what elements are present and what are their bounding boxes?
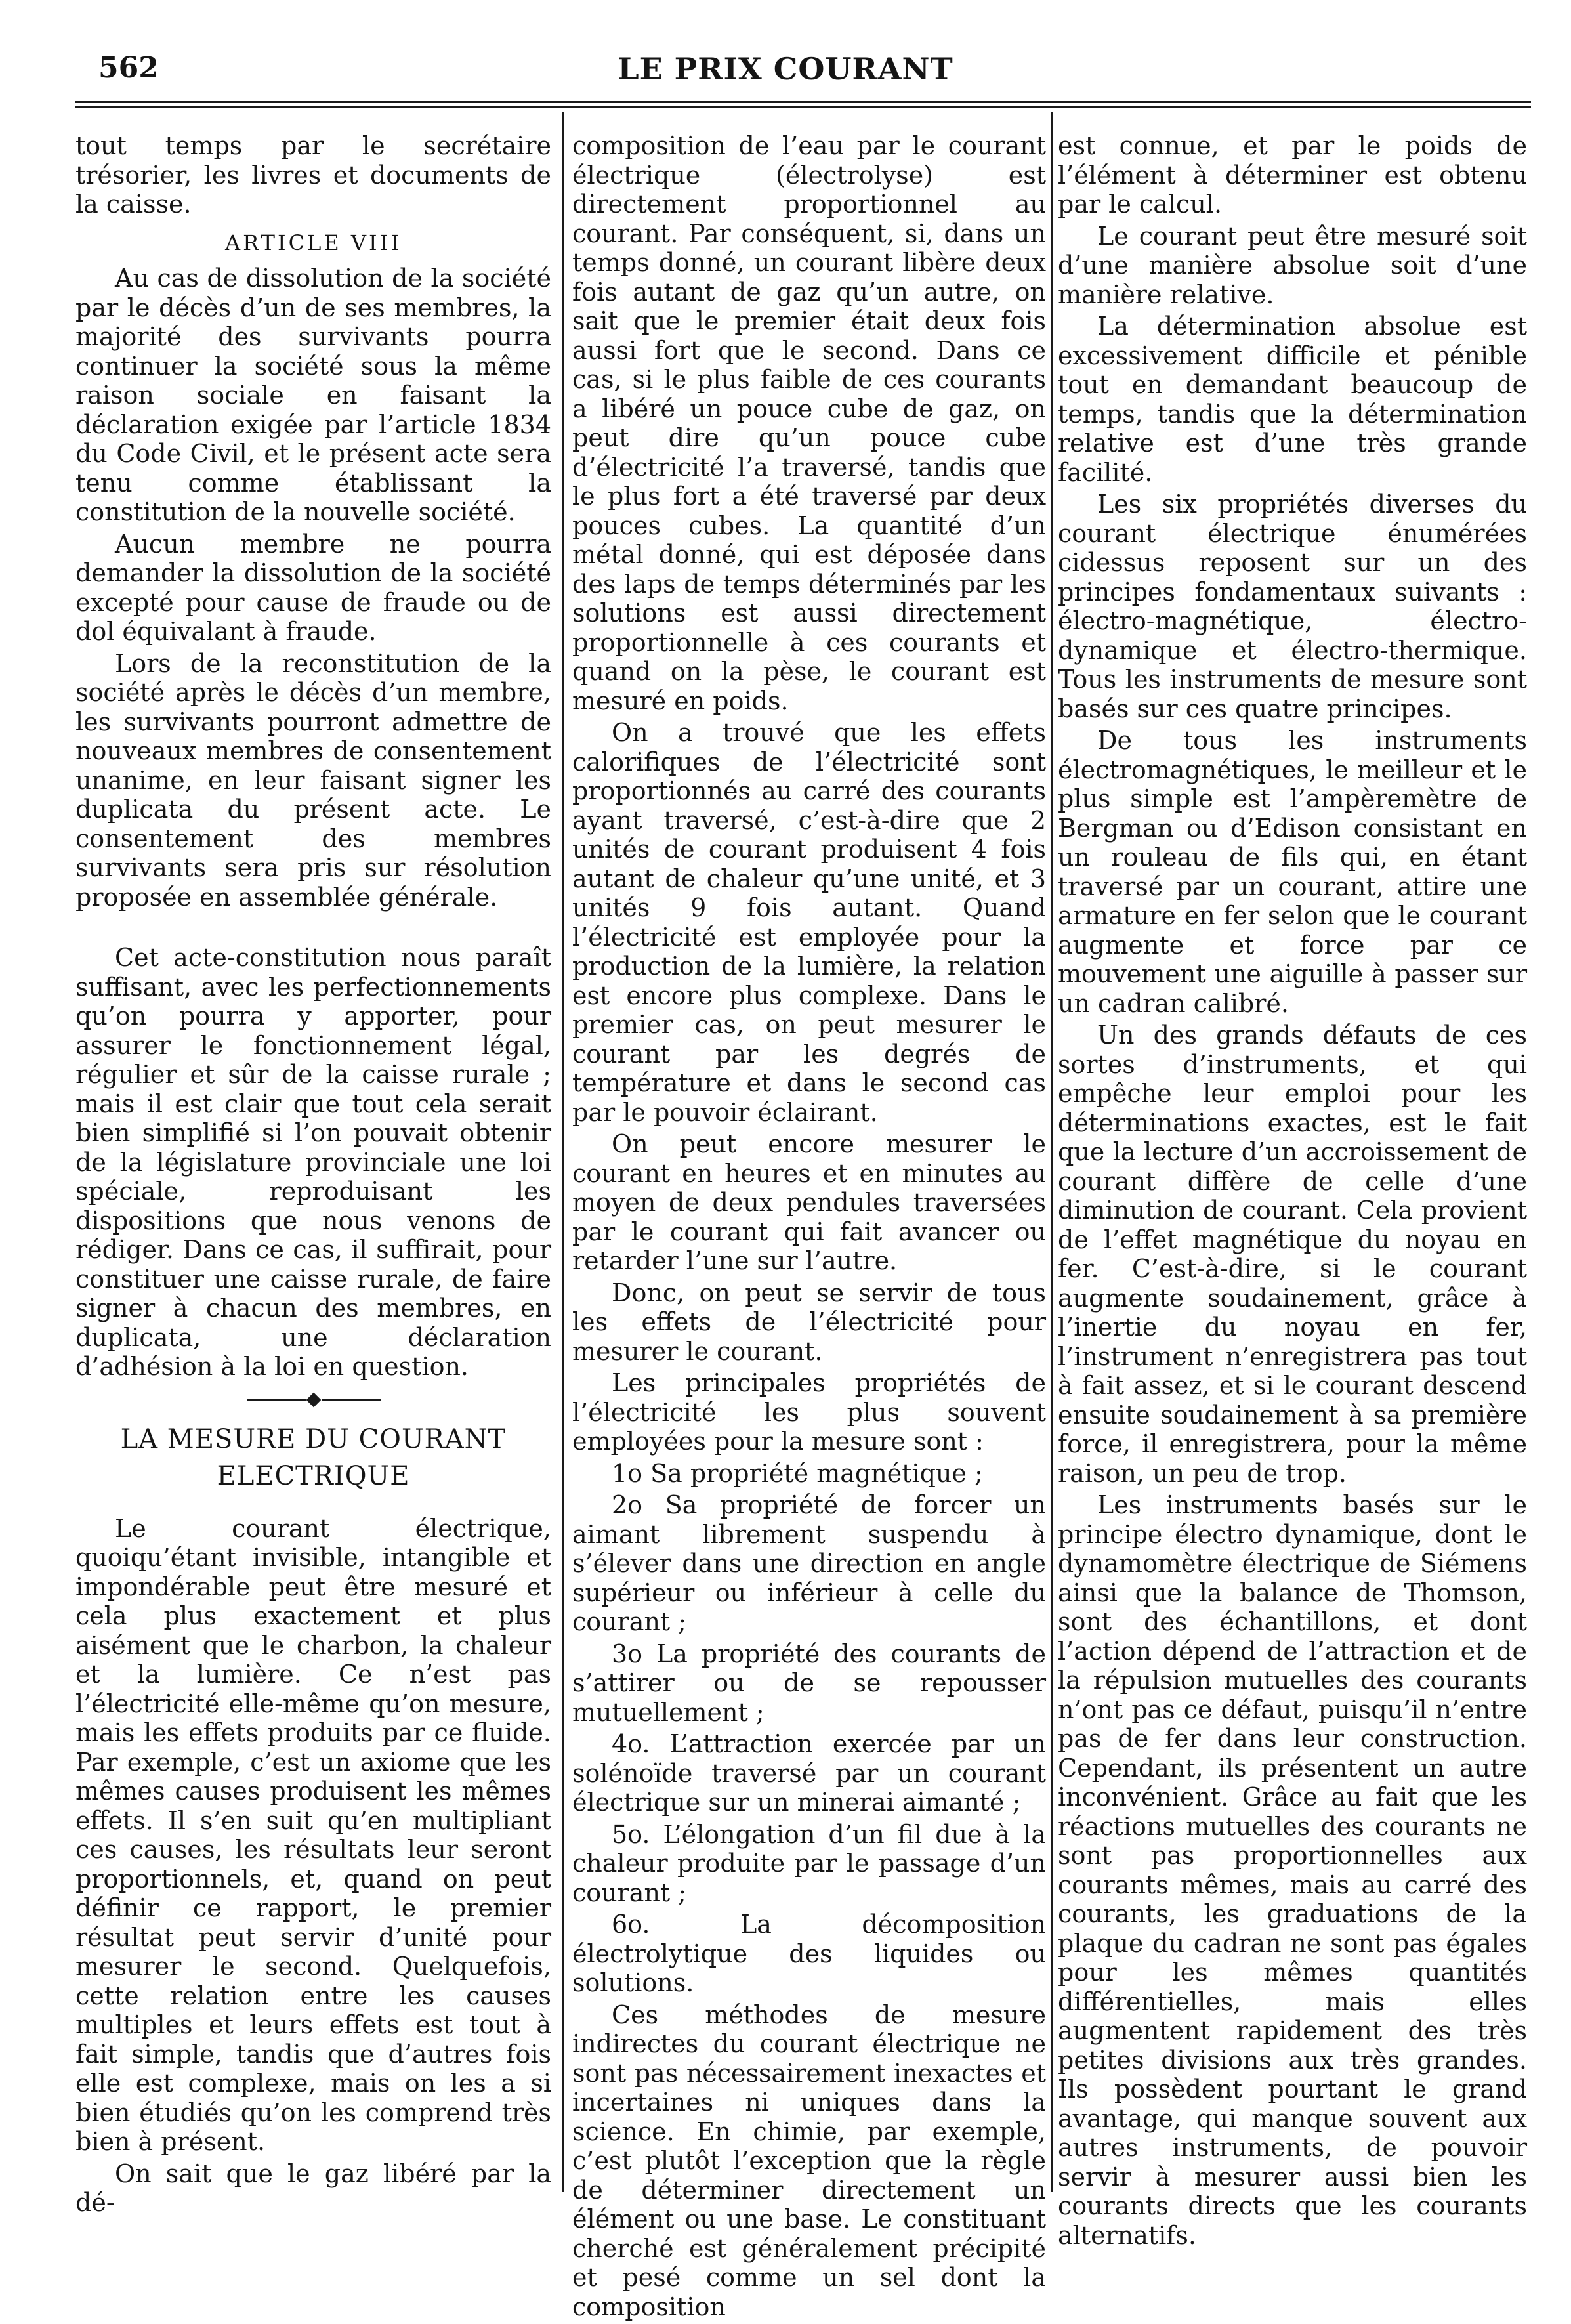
paragraph: Le courant peut être mesuré soit d’une manière absolue soit d’une manière relative. xyxy=(1058,221,1527,309)
paragraph: est connue, et par le poids de l’élément à déterminer est obtenu par le calcul. xyxy=(1058,131,1527,219)
column-divider-right xyxy=(1051,112,1053,2192)
column-divider-left xyxy=(562,112,564,2192)
paragraph: Le courant électrique, quoiqu’étant invisible, intangible et impondérable peut être mesuré et cela plus exactement et plus aisément que le charbon, la chaleur et la lumière. Ce n’est pas l’électricité elle-même qu’on mesure, mais les effets produits par ce fluide. Par exemple, c’est un axiome que les mêmes causes produisent les mêmes effets. Il s’en suit qu’en multipliant ces causes, les résultats leur seront proportionnels, et, quand on peut définir ce rapport, le premier résultat peut servir d’unité pour mesurer le second. Quelquefois, cette relation entre les causes multiples et leurs effets est tout à fait simple, tandis que d’autres fois elle est complexe, mais on les a si bien étudiés qu’on les comprend très bien à présent. xyxy=(75,1513,551,2156)
paragraph: On sait que le gaz libéré par la dé- xyxy=(75,2159,551,2217)
section-title xyxy=(75,1421,551,1494)
paragraph: Ces méthodes de mesure indirectes du courant électrique ne sont pas nécessairement inexactes et incertaines ni uniques dans la science. En chimie, par exemple, c’est plutôt l’exception que la règle de déterminer directement un élément ou une base. Le constituant cherché est généralement précipité et pesé comme un sel dont la composition xyxy=(572,2000,1046,2321)
paragraph: Les six propriétés diverses du courant électrique énumérées cidessus reposent sur un des principes fondamentaux suivants : électro-magnétique, électro-dynamique et électro-thermique. Tous les instruments de mesure sont basés sur ces quatre principes. xyxy=(1058,490,1527,723)
section-title-line: ELECTRIQUE xyxy=(217,1460,410,1491)
header-rule-bottom xyxy=(75,106,1531,108)
list-item: 1o Sa propriété magnétique ; xyxy=(612,1458,983,1488)
page-header xyxy=(0,0,1571,105)
list-item: 2o Sa propriété de forcer un aimant librement suspendu à s’élever dans une direction en angle supérieur ou inférieur à celle du courant ; xyxy=(572,1490,1046,1636)
paragraph: Les principales propriétés de l’électricité les plus souvent employées pour la mesure sont : xyxy=(572,1368,1046,1456)
paragraph: De tous les instruments électromagnétiques, le meilleur et le plus simple est l’ampèremètre de Bergman ou d’Edison consistant en un rouleau de fils qui, en étant traversé par un courant, attire une armature en fer selon que le courant augmente et force par ce mouvement une aiguille à passer sur un cadran calibré. xyxy=(1058,726,1527,1018)
paragraph: On peut encore mesurer le courant en heures et en minutes au moyen de deux pendules traversées par le courant qui fait avancer ou retarder l’une sur l’autre. xyxy=(572,1130,1046,1275)
list-item: 6o. La décomposition électrolytique des liquides ou solutions. xyxy=(572,1910,1046,1997)
journal-title: LE PRIX COURANT xyxy=(618,51,953,87)
ornament-divider xyxy=(75,1393,551,1406)
column-middle xyxy=(572,131,1046,2324)
list-item: 3o La propriété des courants de s’attirer ou de se repousser mutuellement ; xyxy=(572,1639,1046,1727)
paragraph: Donc, on peut se servir de tous les effets de l’électricité pour mesurer le courant. xyxy=(572,1278,1046,1366)
header-rule-top xyxy=(75,101,1531,103)
paragraph: tout temps par le secrétaire trésorier, les livres et documents de la caisse. xyxy=(75,131,551,219)
ornament-line xyxy=(247,1399,306,1401)
column-left xyxy=(75,131,551,2220)
ornament-diamond-icon xyxy=(306,1392,321,1407)
paragraph: Cet acte-constitution nous paraît suffisant, avec les perfectionnements qu’on pourra y apporter, pour assurer le fonctionnement légal, régulier et sûr de la caisse rurale ; mais il est clair que tout cela serait bien simplifié si l’on pouvait obtenir de la législature provinciale une loi spéciale, reproduisant les dispositions que nous venons de rédiger. Dans ce cas, il suffirait, pour constituer une caisse rurale, de faire signer à chacun des membres, en duplicata, une déclaration d’adhésion à la loi en question. xyxy=(75,943,551,1381)
page-number: 562 xyxy=(98,51,159,85)
paragraph: Un des grands défauts de ces sortes d’instruments, et qui empêche leur emploi pour les déterminations exactes, est le fait que la lecture d’un accroissement de courant diffère de celle d’une diminution de courant. Cela provient de l’effet magnétique du noyau en fer. C’est-à-dire, si le courant augmente soudainement, grâce à l’inertie du noyau en fer, l’instrument n’enregistrera pas tout à fait assez, et si le courant descend ensuite soudainement à sa première force, il enregistrera, pour la même raison, un peu de trop. xyxy=(1058,1021,1527,1488)
ornament-line xyxy=(322,1399,381,1401)
paragraph: On a trouvé que les effets calorifiques de l’électricité sont proportionnés au carré des courants ayant traversé, c’est-à-dire que 2 unités de courant produisent 4 fois autant de chaleur qu’une unité, et 3 unités 9 fois autant. Quand l’électricité est employée pour la production de la lumière, la relation est encore plus complexe. Dans le premier cas, on peut mesurer le courant par les degrés de température et dans le second cas par le pouvoir éclairant. xyxy=(572,718,1046,1127)
paragraph: Au cas de dissolution de la société par le décès d’un de ses membres, la majorité des survivants pourra continuer la société sous la même raison sociale en faisant la déclaration exigée par l’article 1834 du Code Civil, et le présent acte sera tenu comme établissant la constitution de la nouvelle société. xyxy=(75,264,551,526)
list-item: 5o. L’élongation d’un fil due à la chaleur produite par le passage d’un courant ; xyxy=(572,1819,1046,1907)
article-heading: ARTICLE VIII xyxy=(225,230,402,255)
paragraph: Lors de la reconstitution de la société après le décès d’un membre, les survivants pourront admettre de nouveaux membres de consentement unanime, en leur faisant signer les duplicata du présent acte. Le consentement des membres survivants sera pris sur résolution proposée en assemblée générale. xyxy=(75,648,551,912)
section-title-line: LA MESURE DU COURANT xyxy=(120,1424,507,1454)
paragraph: Les instruments basés sur le principe électro dynamique, dont le dynamomètre électrique de Siémens ainsi que la balance de Thomson, sont des échantillons, et dont l’action dépend de l’attraction et de la répulsion mutuelles des courants n’ont pas ce défaut, puisqu’il n’entre pas de fer dans leur construction. Cependant, ils présentent un autre inconvénient. Grâce au fait que les réactions mutuelles des courants ne sont pas proportionnelles aux courants mêmes, mais au carré des courants, les graduations de la plaque du cadran ne sont pas égales pour les mêmes quantités différentielles, mais elles augmentent rapidement des très petites divisions aux très grandes. Ils possèdent pourtant le grand avantage, qui manque souvent aux autres instruments, de pouvoir servir à mesurer aussi bien les courants directs que les courants alternatifs. xyxy=(1058,1490,1527,2250)
spacer xyxy=(75,914,551,943)
list-item: 4o. L’attraction exercée par un solénoïde traversé par un courant électrique sur un minerai aimanté ; xyxy=(572,1729,1046,1817)
paragraph: La détermination absolue est excessivement difficile et pénible tout en demandant beaucoup de temps, tandis que la détermination relative est d’une très grande facilité. xyxy=(1058,312,1527,487)
paragraph: Aucun membre ne pourra demander la dissolution de la société excepté pour cause de fraude ou de dol équivalant à fraude. xyxy=(75,529,551,646)
column-right xyxy=(1058,131,1527,2252)
paragraph: composition de l’eau par le courant électrique (électrolyse) est directement proportionnel au courant. Par conséquent, si, dans un temps donné, un courant libère deux fois autant de gaz qu’un autre, on sait que le premier était deux fois aussi fort que le second. Dans ce cas, si le plus faible de ces courants a libéré un pouce cube de gaz, on peut dire qu’un pouce cube d’électricité l’a traversé, tandis que le plus fort a été traversé par deux pouces cubes. La quantité d’un métal donné, qui est déposée dans des laps de temps déterminés par les solutions est aussi directement proportionnelle à ces courants et quand on la pèse, le courant est mesuré en poids. xyxy=(572,131,1046,715)
